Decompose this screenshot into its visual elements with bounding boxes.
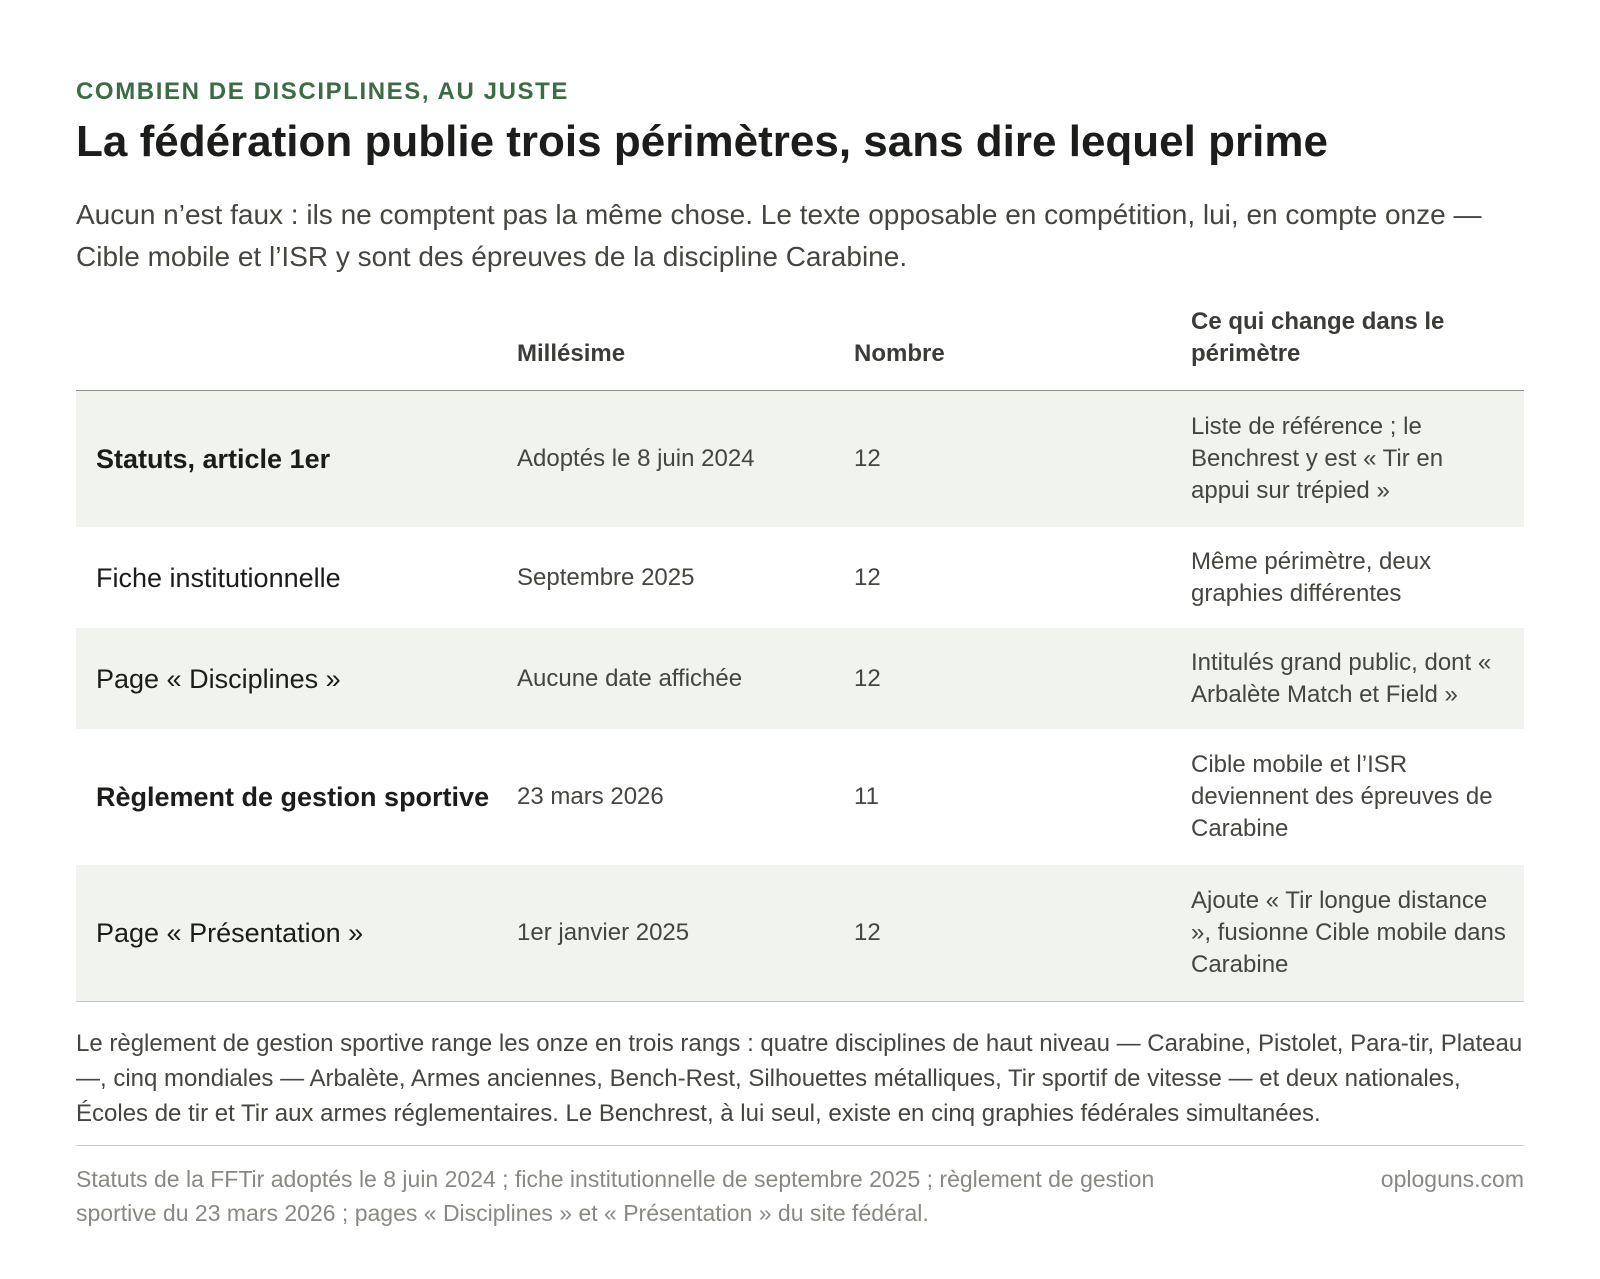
row-change: Cible mobile et l’ISR deviennent des épreuves de Carabine	[1191, 751, 1493, 842]
row-millesime: Adoptés le 8 juin 2024	[517, 391, 854, 528]
table-row	[76, 527, 1524, 628]
footer-divider	[76, 1145, 1524, 1146]
table-row	[76, 628, 1524, 729]
table-row	[76, 729, 1524, 865]
brand-credit: oploguns.com	[1380, 1166, 1524, 1192]
comparison-table	[76, 306, 1524, 1002]
row-change: Liste de référence ; le Benchrest y est « Tir en appui sur trépied »	[1191, 391, 1524, 528]
lede: Aucun n’est faux : ils ne comptent pas la même chose. Le texte opposable en compétition, lui, en compte onze — Cible mobile et l’ISR y sont des épreuves de la discipline Carabine.	[76, 199, 1482, 272]
row-millesime: Aucune date affichée	[517, 628, 854, 729]
sources-note: Statuts de la FFTir adoptés le 8 juin 2024 ; fiche institutionnelle de septembre 2025 ; règlement de gestion sportive du 23 mars 2026 ; pages « Disciplines » et « Présentation » du site fédéral.	[76, 1166, 1155, 1226]
table-row	[76, 865, 1524, 1002]
row-source: Page « Présentation »	[76, 865, 517, 1002]
row-nombre: 12	[854, 628, 1191, 729]
header-change: Ce qui change dans le périmètre	[1191, 306, 1524, 391]
row-change: Même périmètre, deux graphies différentes	[1191, 547, 1432, 607]
header-source	[76, 306, 517, 391]
row-millesime: 1er janvier 2025	[517, 865, 854, 1002]
row-change: Ajoute « Tir longue distance », fusionne Cible mobile dans Carabine	[1191, 865, 1524, 1002]
row-source: Statuts, article 1er	[76, 391, 517, 528]
table-row	[76, 391, 1524, 528]
row-millesime: Septembre 2025	[517, 563, 695, 591]
header-nombre: Nombre	[854, 306, 1191, 391]
row-nombre: 11	[854, 783, 879, 810]
row-source: Règlement de gestion sportive	[96, 782, 490, 812]
header-millesime: Millésime	[517, 306, 854, 391]
row-change: Intitulés grand public, dont « Arbalète Match et Field »	[1191, 628, 1524, 729]
row-nombre: 12	[854, 563, 881, 591]
row-millesime: 23 mars 2026	[517, 783, 664, 810]
row-source: Page « Disciplines »	[76, 628, 517, 729]
kicker: COMBIEN DE DISCIPLINES, AU JUSTE	[76, 78, 570, 105]
row-source: Fiche institutionnelle	[96, 562, 341, 593]
page-title: La fédération publie trois périmètres, sans dire lequel prime	[76, 117, 1328, 166]
row-nombre: 12	[854, 865, 1191, 1002]
row-nombre: 12	[854, 391, 1191, 528]
table-header-row	[76, 306, 1524, 391]
explanatory-note: Le règlement de gestion sportive range les onze en trois rangs : quatre disciplines de haut niveau — Carabine, Pistolet, Para-tir, Plateau —, cinq mondiales — Arbalète, Armes anciennes, Bench-Rest, Silhouettes métalliques, Tir sportif de vitesse — et deux nationales, Écoles de tir et Tir aux armes réglementaires. Le Benchrest, à lui seul, existe en cinq graphies fédérales simultanées.	[76, 1030, 1523, 1127]
footer	[76, 1162, 1524, 1230]
